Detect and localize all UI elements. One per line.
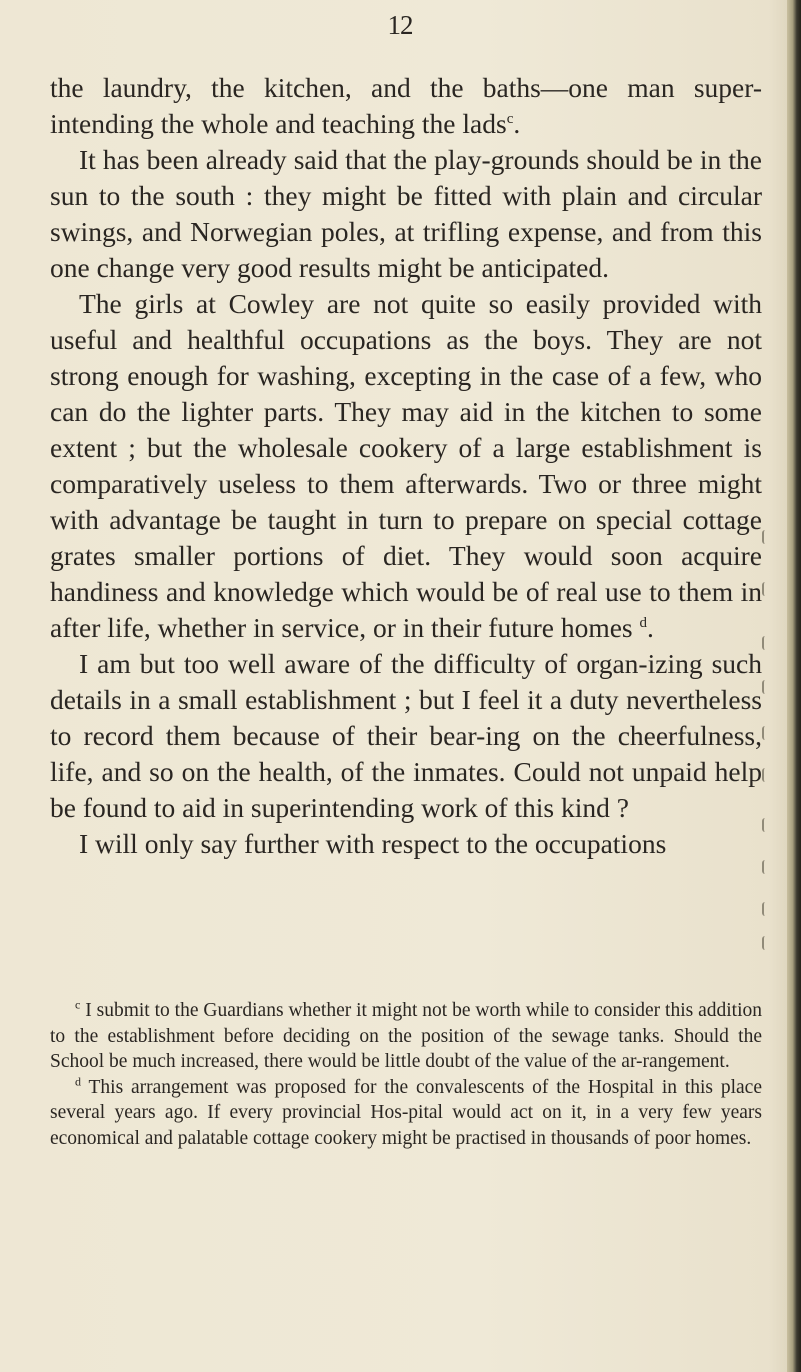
main-text — [50, 70, 762, 862]
footnote-d — [50, 1075, 762, 1152]
paragraph-girls-end: . — [647, 612, 654, 643]
paragraph-occupations: I will only say further with respect to the occupations — [79, 828, 667, 859]
adjacent-page-edge-marks — [762, 530, 770, 950]
paragraph-laundry — [50, 70, 762, 142]
page-number: 12 — [387, 10, 413, 40]
footnote-c-text: I submit to the Guardians whether it might not be worth while to consider this addition to the establishment before deciding on the position of the sewage tanks. Should the School be much increased, there would be little doubt of the value of the ar-rangement. — [50, 1000, 763, 1073]
paragraph-laundry-text: the laundry, the kitchen, and the baths—one man super-intending the whole and teaching the lads — [50, 72, 762, 139]
paragraph-girls-text: The girls at Cowley are not quite so easily provided with useful and healthful occupations as the boys. They are not strong enough for washing, excepting in the case of a few, who can do the lighter parts. They may aid in the kitchen to some extent ; but the wholesale cookery of a large establishment is comparatively useless to them afterwards. Two or three might with advantage be taught in turn to prepare on special cottage grates smaller portions of diet. They would soon acquire handiness and knowledge which would be of real use to them in after life, whether in service, or in their future homes — [50, 288, 762, 643]
footnote-ref-c[interactable]: c — [506, 110, 514, 127]
paragraph-difficulty: I am but too well aware of the difficulty of organ-izing such details in a small establishment ; but I feel it a duty nevertheless to record them because of their bear-ing on the cheerfulness, life, and so on the health, of the inmates. Could not unpaid help be found to aid in superintending work of this kind ? — [50, 648, 762, 823]
footnote-ref-d[interactable]: d — [639, 614, 647, 631]
footnote-c — [50, 998, 762, 1075]
paragraph-laundry-end: . — [513, 108, 521, 139]
footnote-c-mark: c — [75, 997, 81, 1012]
footnote-d-mark: d — [75, 1074, 81, 1089]
footnotes — [50, 998, 762, 1152]
paragraph-girls — [50, 286, 762, 646]
footnote-d-text: This arrangement was proposed for the convalescents of the Hospital in this place several years ago. If every provincial Hos-pital would act on it, in a very few years economical and palatable cottage cookery might be practised in thousands of poor homes. — [50, 1076, 762, 1149]
binding-edge — [787, 0, 801, 1372]
paragraph-play-grounds: It has been already said that the play-grounds should be in the sun to the south : they might be fitted with plain and circular swings, and Norwegian poles, at trifling expense, and from this one change very good results might be anticipated. — [50, 144, 762, 283]
